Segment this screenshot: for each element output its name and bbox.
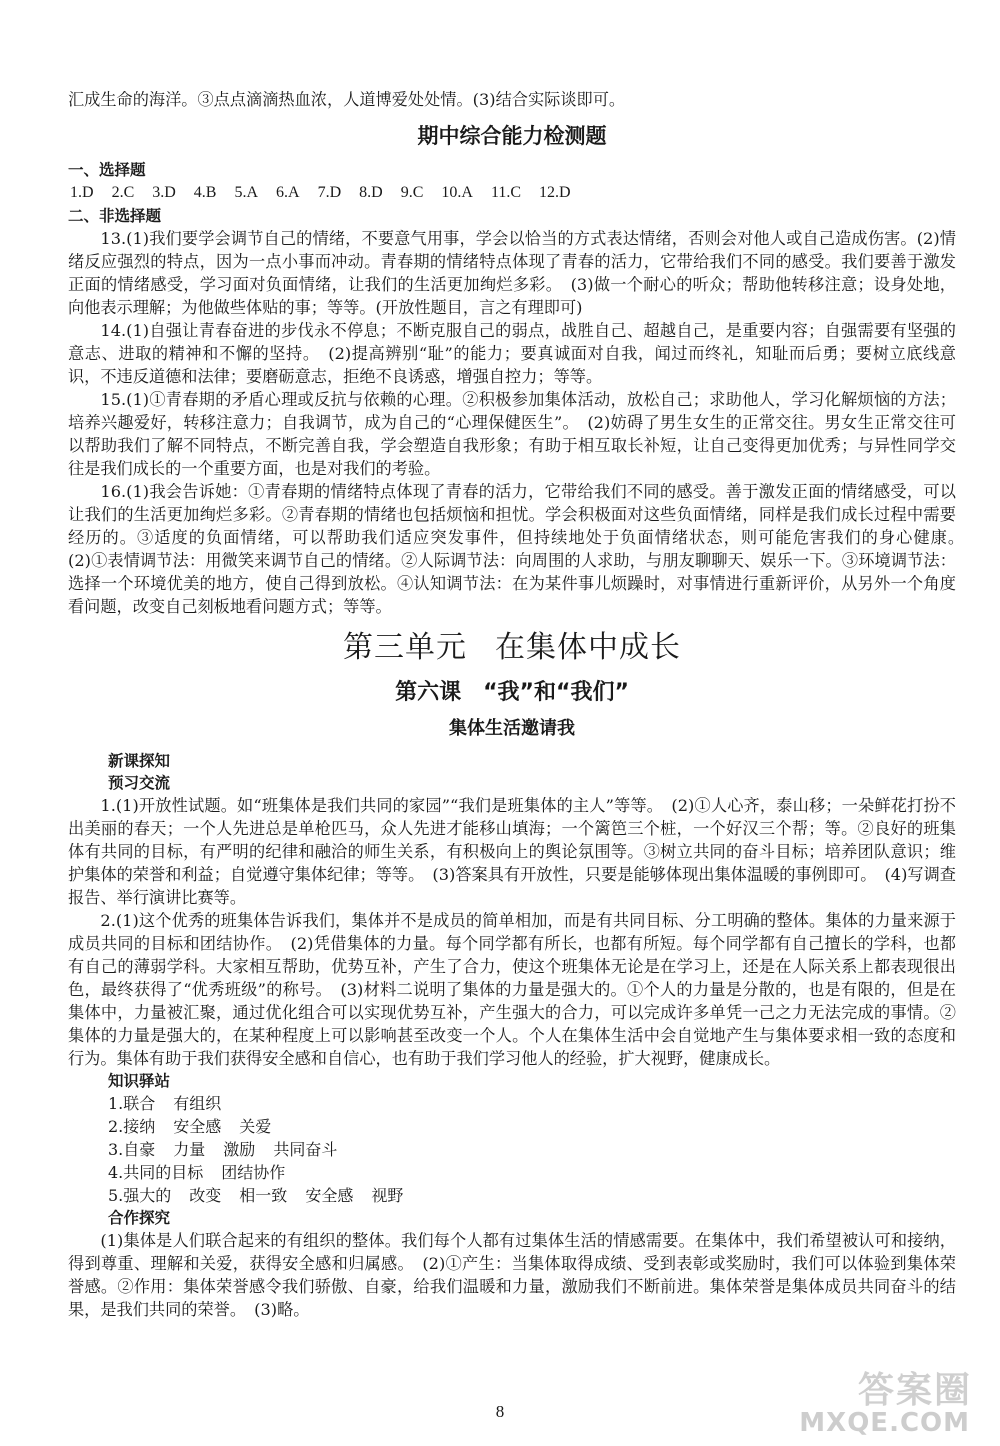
answer-q14: 14.(1)自强让青春奋进的步伐永不停息；不断克服自己的弱点，战胜自己、超越自己，是重要内容；自强需要有坚强的意志、进取的精神和不懈的坚持。 (2)提高辨别“耻”的能力；要真诚面对自我，闻过而终礼，知耻而后勇；要树立底线意识，不违反道德和法律；要磨砺意志，拒绝不良诱惑，增强自控力；等等。 (68, 321, 956, 386)
answer-q13: 13.(1)我们要学会调节自己的情绪，不要意气用事，学会以恰当的方式表达情绪，否则会对他人或自己造成伤害。(2)情绪反应强烈的特点，因为一点小事而冲动。青春期的情绪特点体现了青春的活力，它带给我们不同的感受。我们要善于激发正面的情绪感受，学习面对负面情绪，让我们的生活更加绚烂多彩。 (3)做一个耐心的听众；帮助他转移注意；设身处地，向他表示理解；为他做些体贴的事；等等。(开放性题目，言之有理即可) (68, 229, 956, 317)
answer-q15: 15.(1)①青春期的矛盾心理或反抗与依赖的心理。②积极参加集体活动，放松自己；求助他人，学习化解烦恼的方法；培养兴趣爱好，转移注意力；自我调节，成为自己的“心理保健医生”。 (2)妨碍了男生女生的正常交往。男女生正常交往可以帮助我们了解不同特点，不断完善自我，学会塑造自我形象；有助于相互取长补短，让自己变得更加优秀；与异性同学交往是我们成长的一个重要方面，也是对我们的考验。 (68, 390, 956, 478)
intro-line: 汇成生命的海洋。③点点滴滴热血浓，人道博爱处处情。(3)结合实际谈即可。 (68, 90, 626, 109)
knowledge-term: 激励 (223, 1140, 256, 1159)
answer-item: 3.D (152, 184, 176, 201)
choice-answers (70, 181, 956, 205)
cooperation-label: 合作探究 (108, 1209, 171, 1227)
knowledge-term: 有组织 (173, 1094, 222, 1113)
knowledge-item (68, 1138, 956, 1161)
knowledge-term: 2.接纳 (108, 1117, 156, 1136)
answer-item: 11.C (490, 184, 522, 201)
answer-item: 2.C (111, 184, 135, 201)
watermark-logo: 答案圈 (857, 1370, 972, 1411)
preview-answer-2: 2.(1)这个优秀的班集体告诉我们，集体并不是成员的简单相加，而是有共同目标、分工明确的整体。集体的力量来源于成员共同的目标和团结协作。 (2)凭借集体的力量。每个同学都有所长，也都有所短。每个同学都有自己擅长的学科，也都有自己的薄弱学科。大家相互帮助，优势互补，产生了合力，使这个班集体无论是在学习上，还是在人际关系上都表现很出色，最终获得了“优秀班级”的称号。 (3)材料二说明了集体的力量是强大的。①个人的力量是分散的，也是有限的，但是在集体中，力量被汇聚，通过优化组合可以实现优势互补，产生强大的合力，可以完成许多单凭一己之力无法完成的事情。②集体的力量是强大的，在某种程度上可以影响甚至改变一个人。个人在集体生活中会自觉地产生与集体要求相一致的态度和行为。集体有助于我们获得安全感和自信心，也有助于我们学习他人的经验，扩大视野，健康成长。 (68, 911, 956, 1068)
watermark (799, 1362, 978, 1438)
knowledge-item (68, 1184, 956, 1207)
answer-q16: 16.(1)我会告诉她：①青春期的情绪特点体现了青春的活力，它带给我们不同的感受。善于激发正面的情绪感受，可以让我们的生活更加绚烂多彩。②青春期的情绪也包括烦恼和担忧。学会积极面对这些负面情绪，同样是我们成长过程中需要经历的。③适度的负面情绪，可以帮助我们适应突发事件，但持续地处于负面情绪状态，则可能危害我们的身心健康。 (2)①表情调节法：用微笑来调节自己的情绪。②人际调节法：向周围的人求助，与朋友聊聊天、娱乐一下。③环境调节法：选择一个环境优美的地方，使自己得到放松。④认知调节法：在为某件事儿烦躁时，对事情进行重新评价，从另外一个角度看问题，改变自己刻板地看问题方式；等等。 (68, 482, 973, 616)
answer-item: 5.A (234, 184, 259, 201)
answer-item: 1.D (70, 184, 94, 201)
knowledge-term: 安全感 (173, 1117, 222, 1136)
knowledge-item (68, 1092, 956, 1115)
answer-item: 7.D (317, 184, 342, 201)
knowledge-term: 关爱 (239, 1117, 272, 1136)
answer-item: 8.D (359, 184, 383, 201)
knowledge-term: 力量 (173, 1140, 206, 1159)
nonchoice-section-label: 二、非选择题 (68, 207, 162, 225)
new-lesson-label: 新课探知 (108, 752, 171, 770)
knowledge-term: 改变 (189, 1186, 222, 1205)
unit-heading (68, 626, 956, 670)
knowledge-term: 4.共同的目标 (108, 1163, 204, 1182)
page-number: 8 (495, 1402, 505, 1421)
lesson-heading (68, 676, 956, 710)
answer-item: 4.B (193, 184, 217, 201)
choice-section-label: 一、选择题 (68, 161, 146, 179)
knowledge-term: 3.自豪 (108, 1140, 156, 1159)
knowledge-label: 知识驿站 (108, 1072, 171, 1090)
cooperation-answer: (1)集体是人们联合起来的有组织的整体。我们每个人都有过集体生活的情感需要。在集体中，我们希望被认可和接纳，得到尊重、理解和关爱，获得安全感和归属感。 (2)①产生：当集体取得成绩、受到表彰或奖励时，我们可以体验到集体荣誉感。②作用：集体荣誉感令我们骄傲、自豪，给我们温暖和力量，激励我们不断前进。集体荣誉是集体成员共同奋斗的结果，是我们共同的荣誉。 (3)略。 (68, 1231, 956, 1319)
knowledge-term: 5.强大的 (108, 1186, 172, 1205)
knowledge-item (68, 1161, 956, 1184)
preview-label: 预习交流 (108, 774, 171, 792)
preview-answer-1: 1.(1)开放性试题。如“班集体是我们共同的家园”“我们是班集体的主人”等等。 (2)①人心齐，泰山移；一朵鲜花打扮不出美丽的春天；一个人先进总是单枪匹马，众人先进才能移山填海；一个篱笆三个桩，一个好汉三个帮；等。②良好的班集体有共同的目标，有严明的纪律和融洽的师生关系，有积极向上的舆论氛围等。③树立共同的奋斗目标；培养团队意识；维护集体的荣誉和利益；自觉遵守集体纪律；等等。 (3)答案具有开放性，只要是能够体现出集体温暖的事例即可。 (4)写调查报告、举行演讲比赛等。 (68, 796, 956, 907)
lesson-label: 第六课 (395, 680, 462, 705)
knowledge-term: 安全感 (305, 1186, 354, 1205)
unit-title: 在集体中成长 (495, 630, 681, 665)
answer-item: 9.C (400, 184, 424, 201)
topic-heading: 集体生活邀请我 (449, 718, 575, 739)
knowledge-term: 1.联合 (108, 1094, 156, 1113)
answer-item: 12.D (539, 184, 571, 201)
midterm-title: 期中综合能力检测题 (417, 124, 607, 148)
unit-label: 第三单元 (343, 630, 467, 665)
page-content (68, 88, 973, 1321)
knowledge-term: 相一致 (239, 1186, 288, 1205)
watermark-url: MXQE.COM (799, 1408, 970, 1438)
answer-item: 10.A (441, 184, 473, 201)
knowledge-term: 共同奋斗 (273, 1140, 338, 1159)
knowledge-term: 团结协作 (221, 1163, 286, 1182)
answer-item: 6.A (276, 184, 300, 201)
lesson-title: “我”和“我们” (483, 680, 629, 705)
knowledge-item (68, 1115, 956, 1138)
knowledge-term: 视野 (371, 1186, 404, 1205)
